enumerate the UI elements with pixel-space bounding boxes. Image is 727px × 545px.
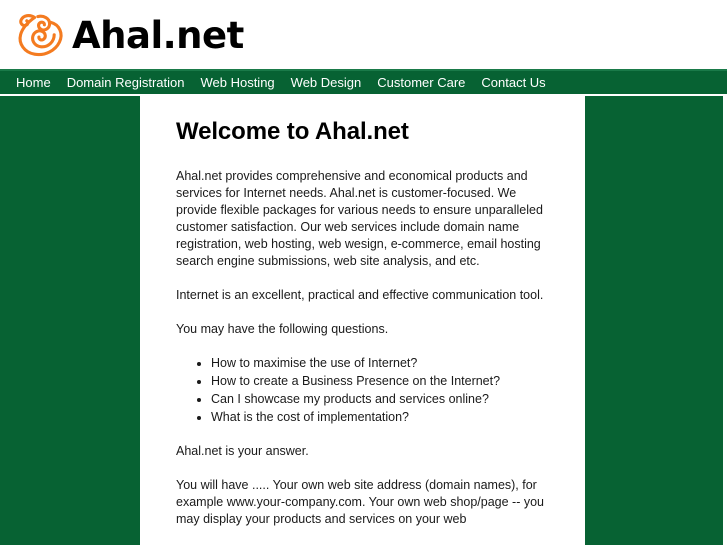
list-item: • What is the cost of implementation? — [211, 409, 555, 426]
nav-item-domain-registration[interactable]: Domain Registration — [66, 75, 185, 90]
questions-list — [176, 355, 555, 426]
nav-item-contact-us[interactable]: Contact Us — [481, 75, 546, 90]
orange-swirl-logo-icon — [14, 11, 70, 59]
closing-paragraph: You will have ..... Your own web site address (domain names), for example www.your-company.com. Your own web shop/page -- you may display your products and services on your web — [176, 478, 545, 526]
list-item: • How to maximise the use of Internet? — [211, 355, 555, 372]
intro-paragraph: Ahal.net provides comprehensive and economical products and services for Internet needs. Ahal.net is customer-focused. We provide flexible packages for various needs to ensure unparalleled customer satisfaction. Our web services include domain name registration, web hosting, web wesign, e-commerce, email hosting search engine submissions, web site analysis, and etc. — [176, 169, 543, 268]
page-body — [0, 94, 727, 545]
right-green-column — [585, 96, 727, 545]
answer-line: Ahal.net is your answer. — [176, 444, 309, 458]
site-logo[interactable] — [14, 11, 244, 59]
list-item: • How to create a Business Presence on the Internet? — [211, 373, 555, 390]
site-logo-text: Ahal.net — [72, 14, 244, 57]
page-title: Welcome to Ahal.net — [176, 118, 409, 145]
nav-item-web-design[interactable]: Web Design — [290, 75, 362, 90]
internet-tool-paragraph: Internet is an excellent, practical and effective communication tool. — [176, 288, 544, 302]
main-content — [143, 96, 585, 545]
site-header — [0, 0, 727, 69]
list-item: • Can I showcase my products and services online? — [211, 391, 555, 408]
nav-item-web-hosting[interactable]: Web Hosting — [200, 75, 275, 90]
left-green-column — [0, 96, 143, 545]
nav-item-home[interactable]: Home — [16, 75, 51, 90]
questions-lead-in: You may have the following questions. — [176, 322, 389, 336]
main-navigation — [0, 69, 727, 94]
nav-item-customer-care[interactable]: Customer Care — [377, 75, 466, 90]
